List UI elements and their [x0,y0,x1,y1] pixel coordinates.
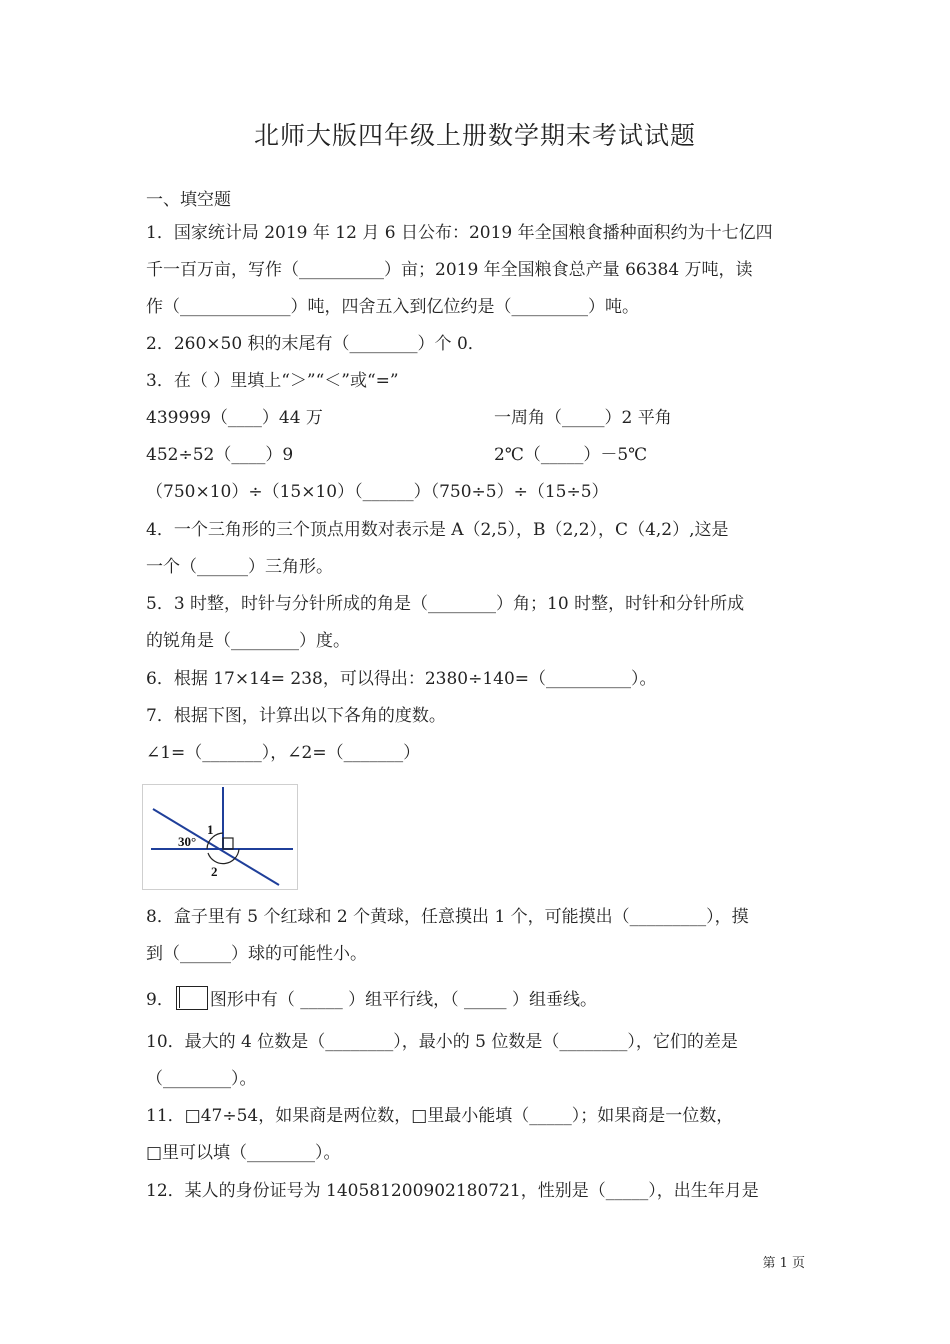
angle-1-label: 1 [207,822,214,837]
q10-line-2: （________）。 [146,1069,257,1089]
q11-line-1: 11．□47÷54，如果商是两位数，□里最小能填（_____）；如果商是一位数， [146,1106,734,1126]
angle-figure [142,784,298,890]
q9-number: 9． [146,990,174,1010]
q4-line-2: 一个（______）三角形。 [146,557,333,577]
parallelogram-shape-icon [176,986,208,1010]
section-heading: 一、填空题 [146,190,231,210]
q11-line-2: □里可以填（________）。 [146,1143,341,1163]
page-number: 第 1 页 [762,1256,805,1271]
angle-2-label: 2 [211,864,218,879]
q5-line-2: 的锐角是（________）度。 [146,631,350,651]
angle-1-arc [213,833,223,837]
q1-line-1: 1．国家统计局 2019 年 12 月 6 日公布：2019 年全国粮食播种面积约为十七亿四 [146,223,773,243]
q1-line-2: 千一百万亩，写作（__________）亩；2019 年全国粮食总产量 66384 万吨，读 [146,260,753,280]
q12-line: 12．某人的身份证号为 140581200902180721，性别是（_____），出生年月是 [146,1181,759,1201]
page-title: 北师大版四年级上册数学期末考试试题 [253,121,696,150]
q4-line-1: 4．一个三角形的三个顶点用数对表示是 A（2,5），B（2,2），C（4,2）,这是 [146,520,729,540]
q3-compare-left-1: 439999（____）44 万 [146,408,323,428]
q8-line-1: 8．盒子里有 5 个红球和 2 个黄球，任意摸出 1 个，可能摸出（_________），摸 [146,907,749,927]
q8-line-2: 到（______）球的可能性小。 [146,944,367,964]
q3-line: 3．在（ ）里填上“＞”“＜”或“=” [146,371,399,391]
q2-line: 2．260×50 积的末尾有（________）个 0． [146,334,485,354]
right-angle-mark [223,838,233,849]
q7-answer-line: ∠1=（_______），∠2=（_______） [146,743,421,763]
q3-compare-3: （750×10）÷（15×10）（______）（750÷5）÷（15÷5） [146,482,609,502]
q3-compare-right-1: 一周角（_____）2 平角 [494,408,672,428]
q7-line: 7．根据下图，计算出以下各角的度数。 [146,706,446,726]
q5-line-1: 5．3 时整，时针与分针所成的角是（________）角；10 时整，时针和分针所成 [146,594,745,614]
q1-line-3: 作（_____________）吨，四舍五入到亿位约是（_________）吨。 [146,297,639,317]
q10-line-1: 10．最大的 4 位数是（________），最小的 5 位数是（________），它们的差是 [146,1032,738,1052]
q9-line [146,986,597,1012]
angle-30-label: 30° [178,834,197,849]
q3-compare-right-2: 2℃（_____）－5℃ [494,445,648,465]
q3-compare-left-2: 452÷52（____）9 [146,445,294,465]
q9-text: 图形中有（ _____ ）组平行线，（ _____ ）组垂线。 [209,990,597,1010]
q6-line: 6．根据 17×14= 238，可以得出：2380÷140=（__________）。 [146,669,657,689]
